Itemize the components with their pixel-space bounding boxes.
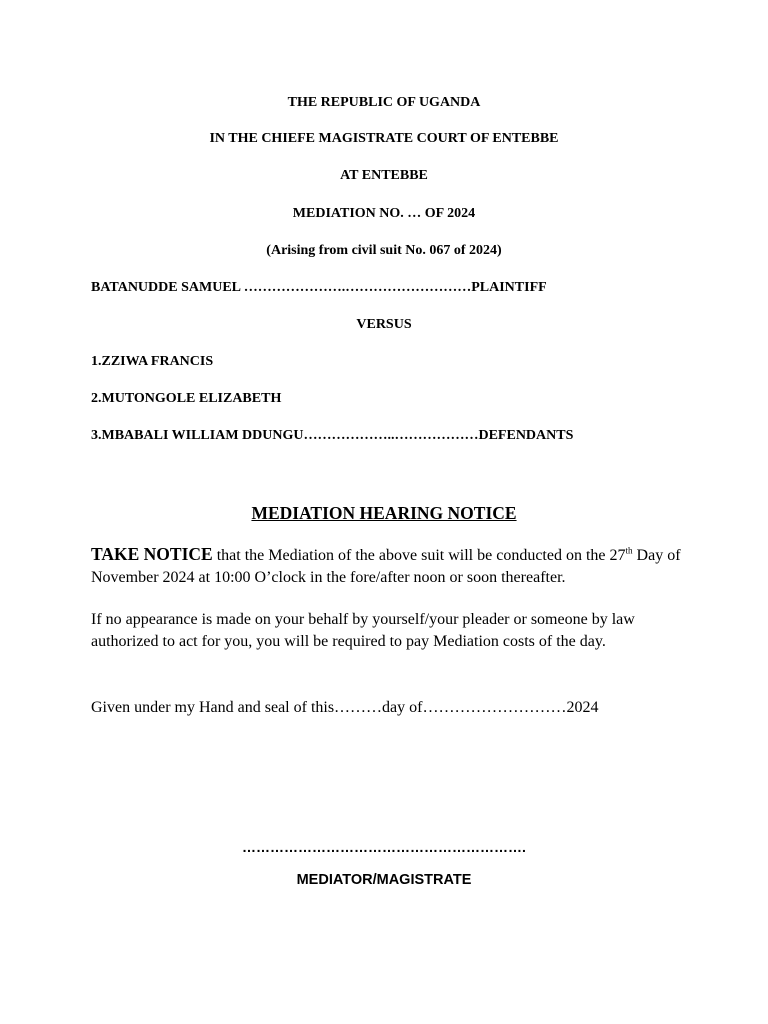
notice-paragraph-3: Given under my Hand and seal of this………day of………………………2024	[91, 699, 599, 716]
defendant-3-line: 3.MBABALI WILLIAM DDUNGU………………..………………DEFENDANTS	[91, 428, 574, 443]
location-heading: AT ENTEBBE	[340, 168, 428, 183]
defendant-2: 2.MUTONGOLE ELIZABETH	[91, 391, 282, 406]
notice-paragraph-2: If no appearance is made on your behalf by yourself/your pleader or someone by law authorized to act for you, you will be required to pay Mediation costs of the day.	[91, 611, 635, 650]
notice-paragraph-1-part-b: Day of November 2024 at 10:00 O’clock in the fore/after noon or soon thereafter.	[91, 547, 681, 586]
plaintiff-line: BATANUDDE SAMUEL ………………….………………………PLAINTIFF	[91, 280, 547, 295]
take-notice-label: TAKE NOTICE	[91, 544, 213, 564]
mediation-number: MEDIATION NO. … OF 2024	[292, 206, 476, 221]
date-ordinal-suffix: th	[625, 545, 633, 556]
signature-line: …………………………………………………….	[242, 839, 526, 855]
versus-label: VERSUS	[356, 317, 412, 332]
defendant-1: 1.ZZIWA FRANCIS	[91, 354, 214, 369]
notice-title: MEDIATION HEARING NOTICE	[251, 503, 517, 523]
court-heading: IN THE CHIEFE MAGISTRATE COURT OF ENTEBBE	[209, 131, 559, 146]
notice-paragraph-1-part-a: that the Mediation of the above suit will be conducted on the 27	[212, 547, 626, 564]
republic-heading: THE REPUBLIC OF UGANDA	[287, 95, 481, 110]
notice-paragraph-1	[91, 543, 691, 589]
arising-from: (Arising from civil suit No. 067 of 2024)	[266, 243, 502, 258]
signatory-title: MEDIATOR/MAGISTRATE	[296, 872, 472, 888]
